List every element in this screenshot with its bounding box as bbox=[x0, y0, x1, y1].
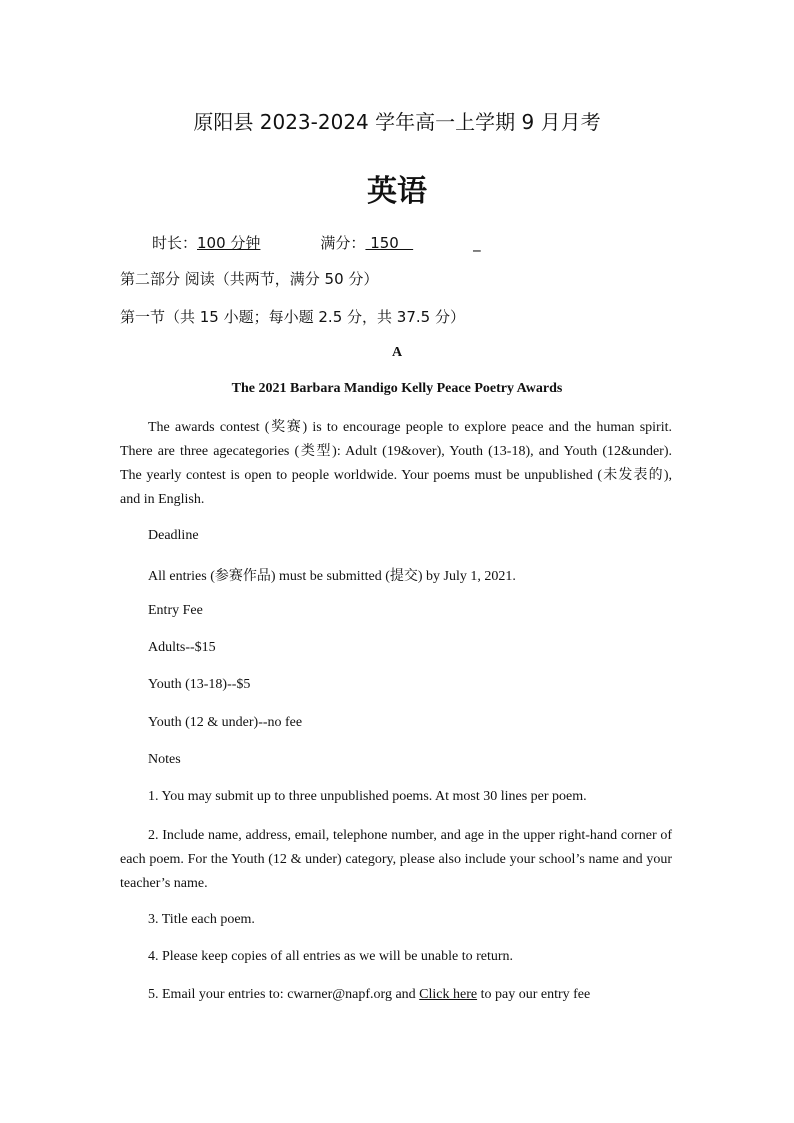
deadline-heading: Deadline bbox=[148, 528, 199, 543]
note-5-prefix: 5. Email your entries to: cwarner@napf.org and bbox=[148, 987, 420, 1002]
score-label: 满分： bbox=[320, 234, 366, 252]
duration-label: 时长： bbox=[152, 234, 198, 252]
trailing-mark: _ bbox=[473, 234, 481, 252]
exam-title: 原阳县 2023-2024 学年高一上学期 9 月月考 bbox=[193, 110, 601, 134]
note-3: 3. Title each poem. bbox=[148, 912, 255, 927]
note-2: 2. Include name, address, email, telephone number, and age in the upper right-hand corner of each poem. For the Youth (12 & under) category, please also include your school’s name and your teacher’s name. bbox=[120, 828, 672, 891]
section-heading: 第一节（共 15 小题；每小题 2.5 分，共 37.5 分） bbox=[120, 308, 465, 326]
subject-title: 英语 bbox=[367, 174, 427, 209]
pay-fee-link[interactable]: Click here bbox=[419, 987, 478, 1002]
passage-letter: A bbox=[391, 345, 403, 360]
fee-youth-child: Youth (12 & under)--no fee bbox=[148, 715, 303, 730]
fee-adults: Adults--$15 bbox=[148, 640, 216, 655]
note-4: 4. Please keep copies of all entries as we will be unable to return. bbox=[148, 949, 514, 964]
duration-value: 100 分钟 bbox=[197, 234, 261, 252]
article-title: The 2021 Barbara Mandigo Kelly Peace Poetry Awards bbox=[231, 381, 563, 396]
note-5-suffix: to pay our entry fee bbox=[477, 987, 591, 1002]
intro-paragraph: The awards contest (奖赛) is to encourage people to explore peace and the human spirit. There are three agecategories (类型): Adult (19&over), Youth (13-18), and Youth (12&under). The yearly contest is open to people worldwide. Your poems must be unpublished (未发表的), and in English. bbox=[120, 420, 672, 507]
score-value: 150 bbox=[365, 234, 414, 252]
part-heading: 第二部分 阅读（共两节，满分 50 分） bbox=[120, 270, 379, 288]
fee-heading: Entry Fee bbox=[148, 603, 203, 618]
notes-heading: Notes bbox=[148, 752, 181, 767]
note-1: 1. You may submit up to three unpublished poems. At most 30 lines per poem. bbox=[148, 789, 587, 804]
exam-info-line bbox=[152, 232, 481, 253]
fee-youth-teen: Youth (13-18)--$5 bbox=[148, 677, 251, 692]
deadline-text: All entries (参赛作品) must be submitted (提交) by July 1, 2021. bbox=[148, 569, 516, 584]
note-5 bbox=[148, 987, 590, 1003]
